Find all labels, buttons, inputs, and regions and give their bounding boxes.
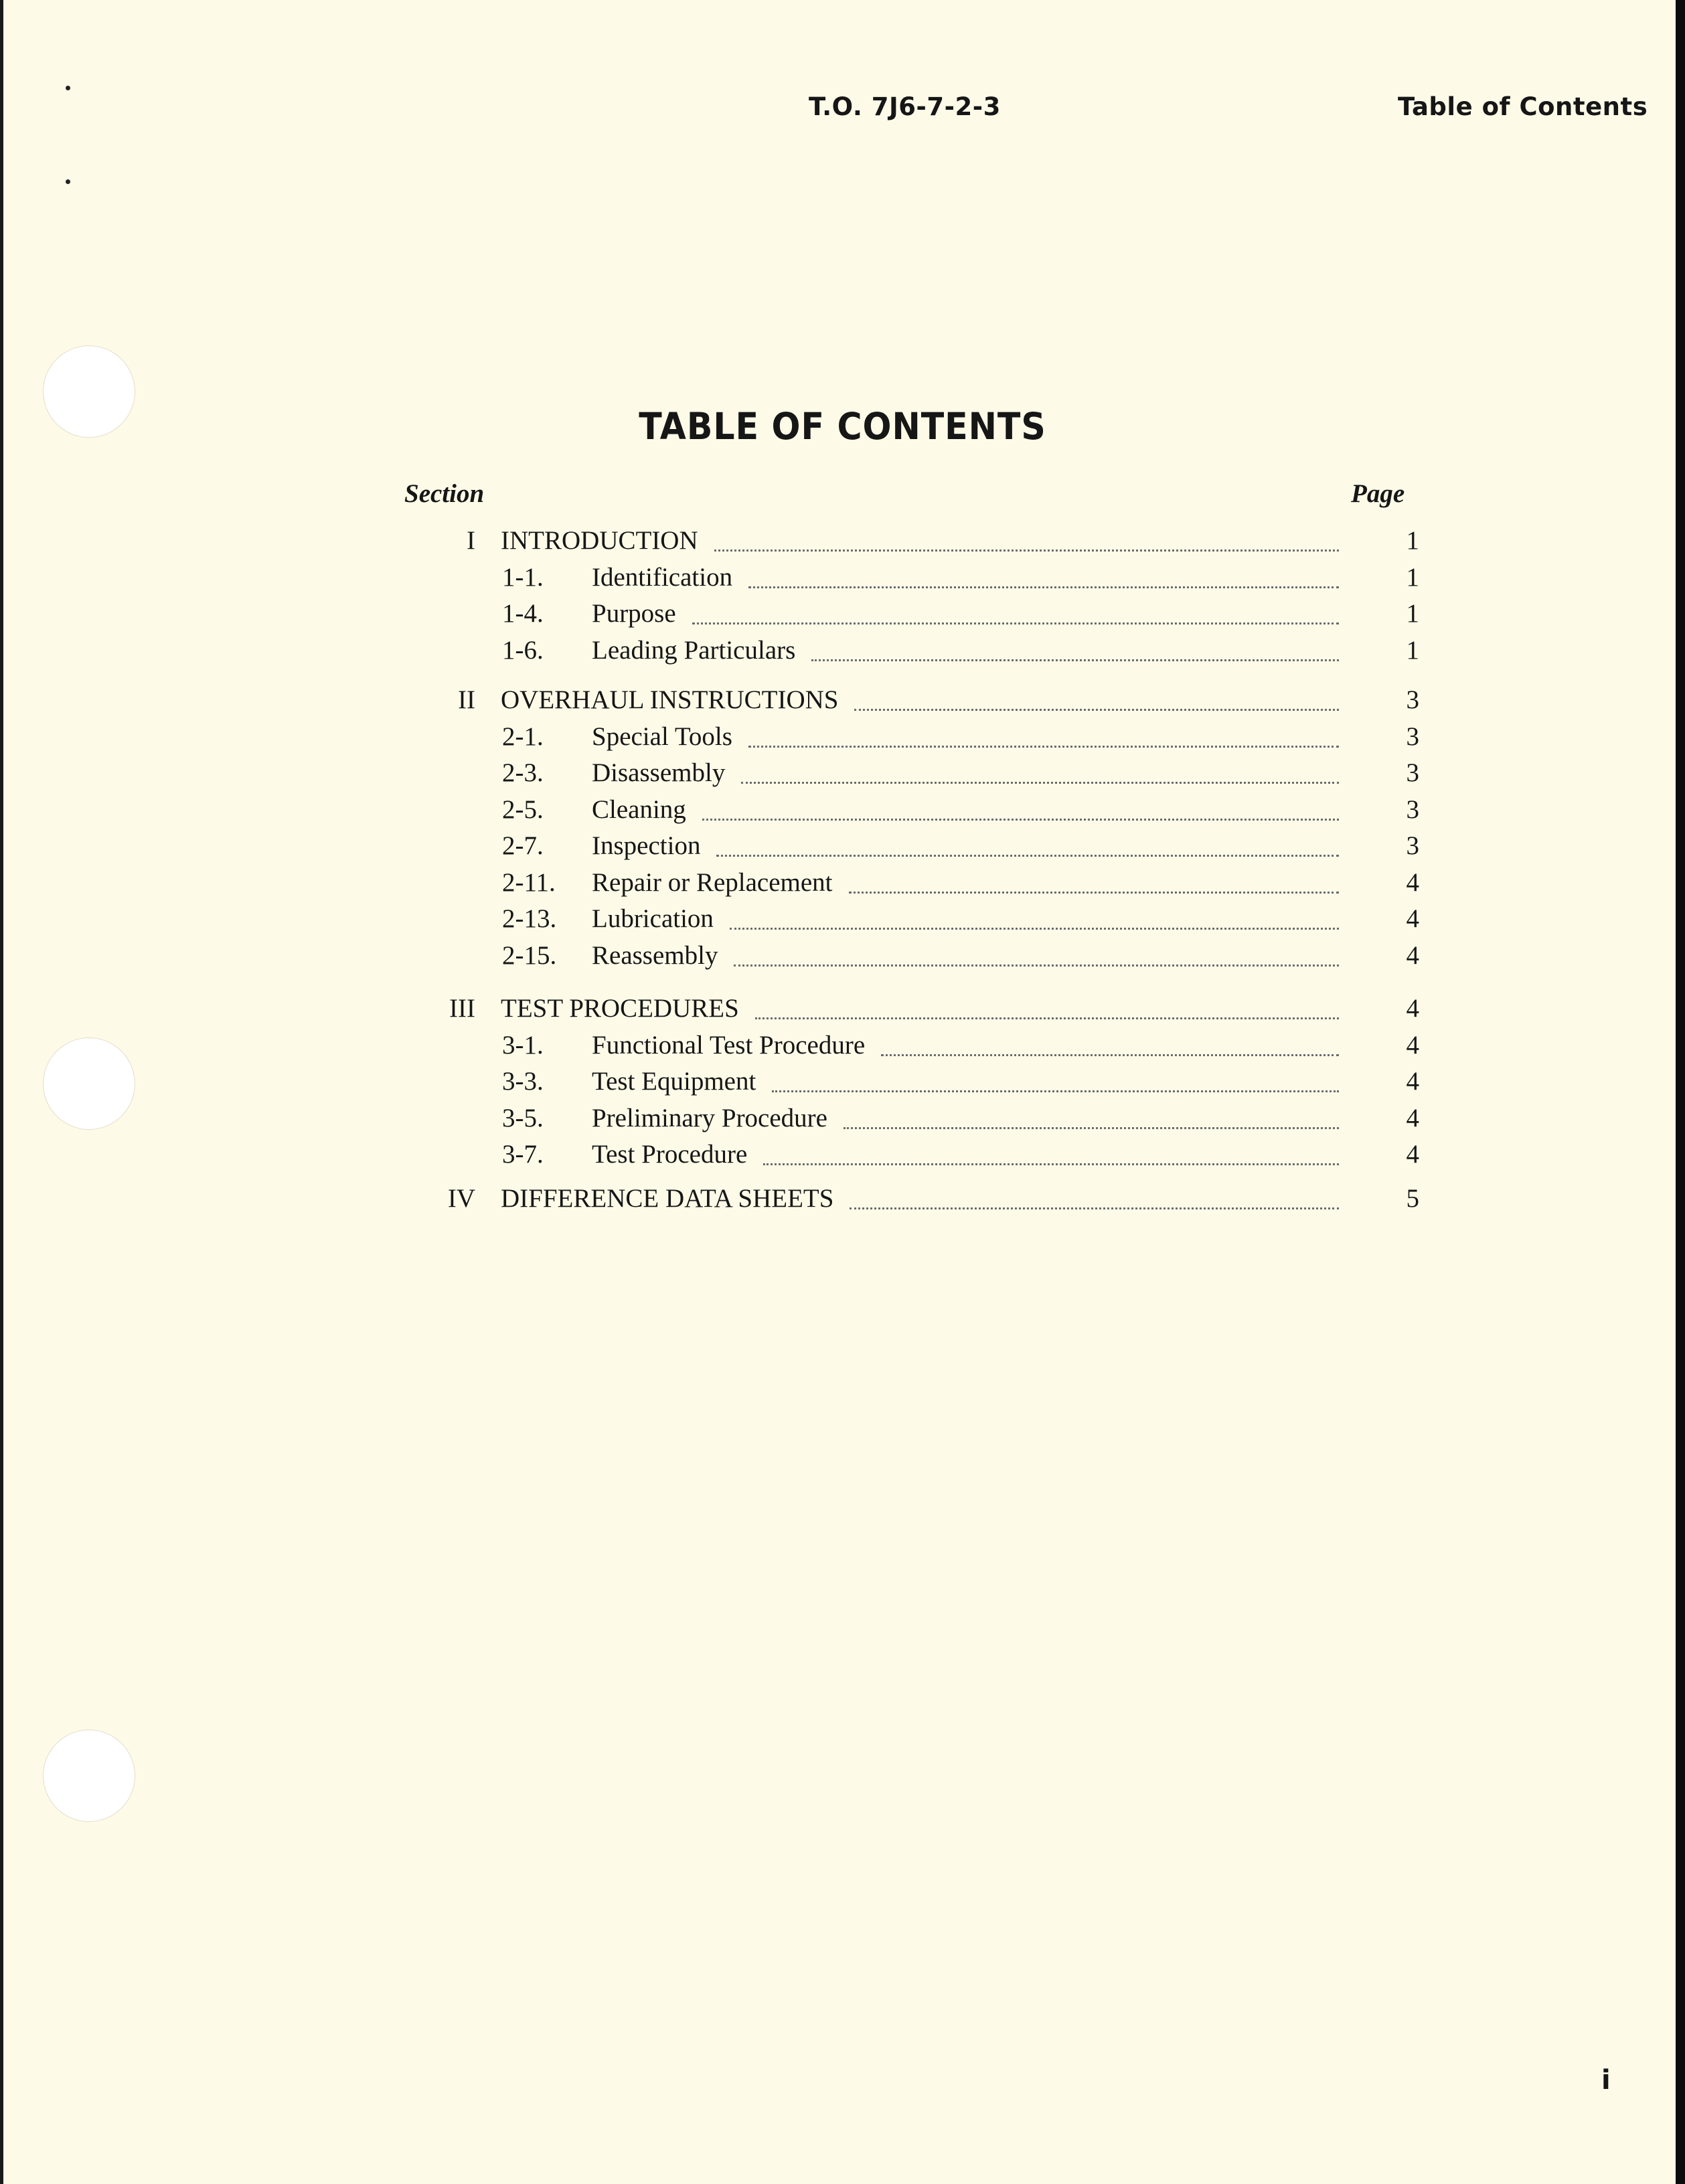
section-title: DIFFERENCE DATA SHEETS: [501, 1184, 834, 1213]
item-number: 2-15.: [502, 940, 557, 970]
page-ref: 5: [1406, 1184, 1419, 1213]
item-number: 1-6.: [502, 635, 544, 665]
dot-leader: [748, 746, 1339, 748]
toc-item-row[interactable]: [0, 940, 1685, 978]
page-ref: 4: [1406, 1067, 1419, 1096]
toc-item-row[interactable]: [0, 1103, 1685, 1141]
item-title: Test Equipment: [592, 1067, 756, 1096]
item-number: 2-1.: [502, 722, 544, 751]
section-title: OVERHAUL INSTRUCTIONS: [501, 685, 839, 714]
binder-hole: [44, 1730, 135, 1821]
toc-item-row[interactable]: [0, 1066, 1685, 1104]
item-number: 3-3.: [502, 1067, 544, 1096]
toc-item-row[interactable]: [0, 562, 1685, 600]
page-ref: 1: [1406, 562, 1419, 592]
page-ref: 3: [1406, 794, 1419, 824]
dot-leader: [702, 819, 1339, 821]
dot-leader: [730, 928, 1339, 930]
page-ref: 4: [1406, 994, 1419, 1023]
dot-leader: [748, 586, 1339, 588]
item-title: Reassembly: [592, 940, 718, 970]
toc-item-row[interactable]: [0, 635, 1685, 673]
page-ref: 4: [1406, 1030, 1419, 1060]
dot-leader: [741, 782, 1339, 784]
item-title: Special Tools: [592, 722, 732, 751]
dot-leader: [811, 659, 1339, 661]
item-number: 2-11.: [502, 867, 556, 897]
dot-leader: [734, 964, 1339, 967]
dot-leader: [881, 1054, 1339, 1056]
toc-item-row[interactable]: [0, 722, 1685, 759]
item-number: 3-5.: [502, 1103, 544, 1132]
section-numeral: III: [449, 994, 475, 1023]
punch-mark: [66, 86, 70, 90]
item-number: 1-1.: [502, 562, 544, 592]
dot-leader: [772, 1090, 1339, 1092]
item-title: Functional Test Procedure: [592, 1030, 866, 1060]
page-ref: 1: [1406, 599, 1419, 628]
section-title: INTRODUCTION: [501, 526, 698, 555]
toc-section-row[interactable]: [0, 685, 1685, 722]
toc-section-row[interactable]: [0, 1183, 1685, 1221]
page-ref: 3: [1406, 831, 1419, 860]
dot-leader: [692, 622, 1339, 624]
dot-leader: [854, 709, 1339, 711]
item-title: Lubrication: [592, 904, 714, 933]
item-title: Disassembly: [592, 758, 726, 787]
dot-leader: [716, 855, 1339, 857]
item-title: Identification: [592, 562, 733, 592]
page-ref: 3: [1406, 758, 1419, 787]
page-ref: 4: [1406, 1103, 1419, 1132]
item-number: 2-7.: [502, 831, 544, 860]
item-title: Purpose: [592, 599, 676, 628]
item-number: 2-5.: [502, 794, 544, 824]
dot-leader: [714, 550, 1339, 552]
section-title: TEST PROCEDURES: [501, 994, 739, 1023]
item-title: Cleaning: [592, 794, 686, 824]
item-title: Inspection: [592, 831, 701, 860]
toc-item-row[interactable]: [0, 867, 1685, 905]
item-number: 2-3.: [502, 758, 544, 787]
item-number: 1-4.: [502, 599, 544, 628]
page-ref: 3: [1406, 685, 1419, 714]
page-ref: 1: [1406, 635, 1419, 665]
page-ref: 4: [1406, 904, 1419, 933]
item-title: Test Procedure: [592, 1140, 748, 1169]
toc-item-row[interactable]: [0, 1030, 1685, 1068]
toc-section-row[interactable]: [0, 993, 1685, 1031]
item-number: 3-1.: [502, 1030, 544, 1060]
dot-leader: [849, 892, 1339, 894]
section-numeral: IV: [447, 1184, 475, 1213]
running-header-title: Table of Contents: [1398, 92, 1648, 121]
column-header-page: Page: [1351, 479, 1405, 508]
item-title: Preliminary Procedure: [592, 1103, 827, 1132]
page-number: i: [1601, 2065, 1611, 2096]
dot-leader: [763, 1163, 1339, 1165]
page-ref: 4: [1406, 940, 1419, 970]
page-title: TABLE OF CONTENTS: [639, 405, 1046, 448]
page-ref: 4: [1406, 1140, 1419, 1169]
dot-leader: [850, 1207, 1339, 1209]
toc-item-row[interactable]: [0, 904, 1685, 941]
section-numeral: II: [458, 685, 475, 714]
item-number: 2-13.: [502, 904, 557, 933]
document-number: T.O. 7J6-7-2-3: [809, 92, 1001, 121]
punch-mark: [66, 179, 70, 184]
dot-leader: [844, 1127, 1339, 1129]
toc-item-row[interactable]: [0, 794, 1685, 832]
toc-item-row[interactable]: [0, 598, 1685, 636]
section-numeral: I: [467, 526, 475, 555]
toc-item-row[interactable]: [0, 758, 1685, 795]
toc-section-row[interactable]: [0, 525, 1685, 563]
page-ref: 1: [1406, 526, 1419, 555]
page-ref: 4: [1406, 867, 1419, 897]
page-ref: 3: [1406, 722, 1419, 751]
item-title: Leading Particulars: [592, 635, 796, 665]
toc-item-row[interactable]: [0, 1139, 1685, 1177]
toc-item-row[interactable]: [0, 831, 1685, 868]
column-header-section: Section: [404, 479, 485, 508]
item-title: Repair or Replacement: [592, 867, 833, 897]
item-number: 3-7.: [502, 1140, 544, 1169]
dot-leader: [755, 1017, 1339, 1019]
